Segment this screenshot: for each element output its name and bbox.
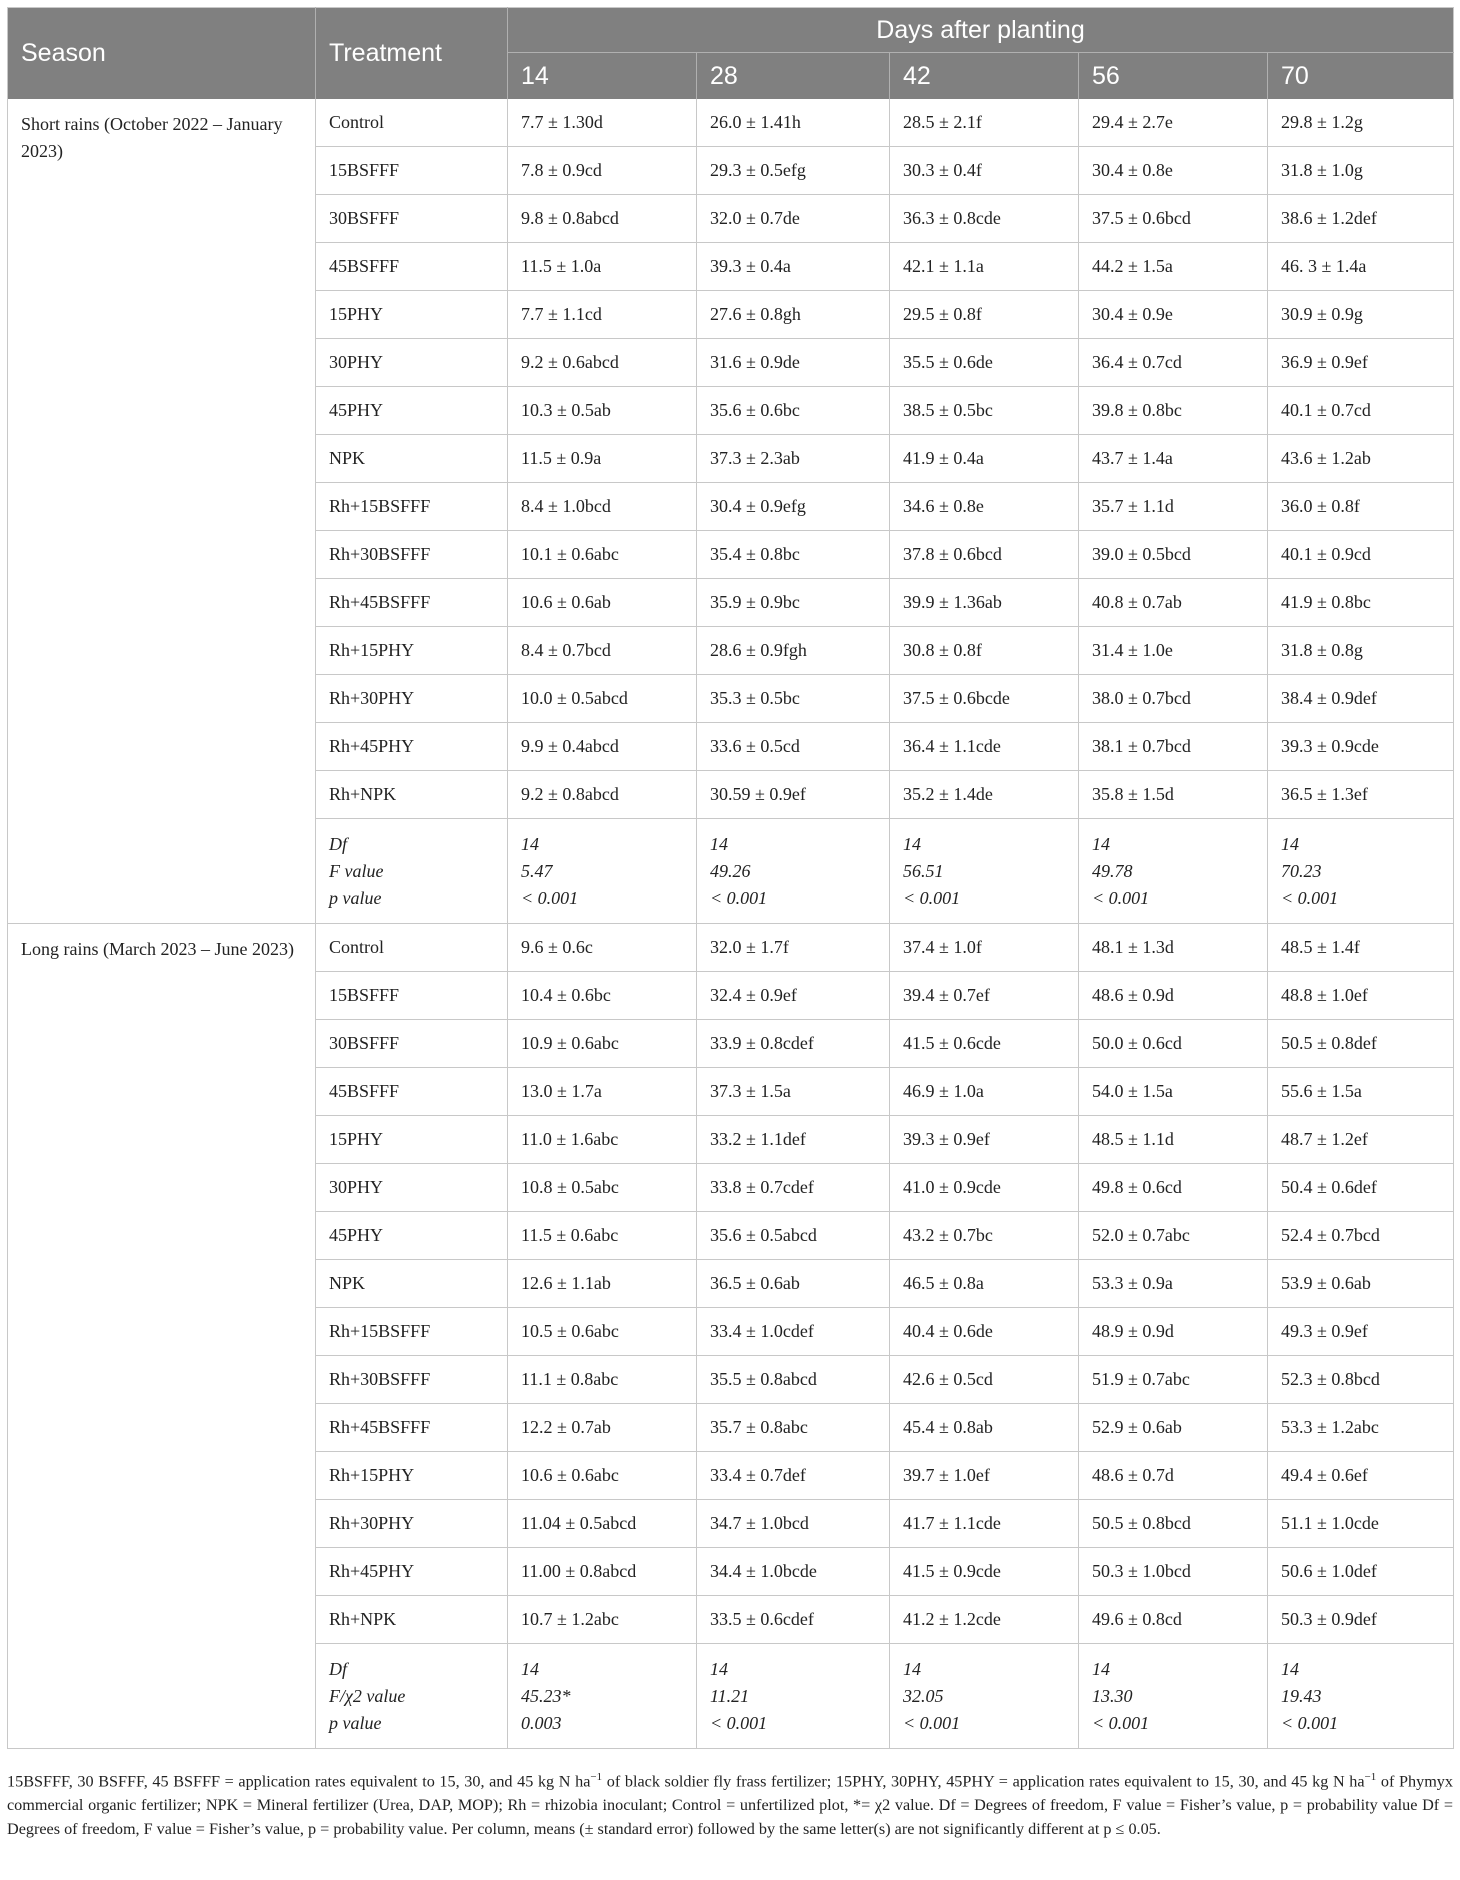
value-cell: 10.6 ± 0.6ab <box>508 579 697 627</box>
statistic-value: 14 <box>521 833 539 854</box>
value-cell: 51.9 ± 0.7abc <box>1079 1356 1268 1404</box>
value-cell: 50.0 ± 0.6cd <box>1079 1020 1268 1068</box>
treatment-cell: 45PHY <box>316 1212 508 1260</box>
value-cell: 10.4 ± 0.6bc <box>508 972 697 1020</box>
footnote-superscript: −1 <box>1364 1771 1377 1783</box>
day-header: 14 <box>508 53 697 100</box>
statistic-value: 14 <box>710 833 728 854</box>
statistic-value: 14 <box>1281 1658 1299 1679</box>
treatment-cell: Rh+45PHY <box>316 1548 508 1596</box>
day-header: 70 <box>1268 53 1454 100</box>
value-cell: 37.3 ± 1.5a <box>697 1068 890 1116</box>
value-cell: 39.0 ± 0.5bcd <box>1079 531 1268 579</box>
treatment-cell: NPK <box>316 1260 508 1308</box>
value-cell: 48.6 ± 0.9d <box>1079 972 1268 1020</box>
treatment-cell: 45PHY <box>316 387 508 435</box>
value-cell: 46.5 ± 0.8a <box>890 1260 1079 1308</box>
statistic-value: < 0.001 <box>521 887 579 908</box>
value-cell: 8.4 ± 1.0bcd <box>508 483 697 531</box>
value-cell: 40.1 ± 0.7cd <box>1268 387 1454 435</box>
footnote-superscript: −1 <box>590 1771 603 1783</box>
statistic-value: < 0.001 <box>903 887 961 908</box>
value-cell: 38.6 ± 1.2def <box>1268 195 1454 243</box>
statistic-value: 11.21 <box>710 1685 750 1706</box>
treatment-cell: NPK <box>316 435 508 483</box>
table-row <box>8 99 1454 147</box>
treatment-cell: Rh+15PHY <box>316 1452 508 1500</box>
value-cell: 35.6 ± 0.5abcd <box>697 1212 890 1260</box>
treatment-cell: 30PHY <box>316 1164 508 1212</box>
footnote-text: of black soldier fly frass fertilizer; 15PHY, 30PHY, 45PHY = application rates equivalent to 15, 30, and 45 kg N ha <box>602 1772 1365 1791</box>
statistic-value: < 0.001 <box>903 1712 961 1733</box>
value-cell: 37.8 ± 0.6bcd <box>890 531 1079 579</box>
value-cell: 52.9 ± 0.6ab <box>1079 1404 1268 1452</box>
value-cell: 37.5 ± 0.6bcd <box>1079 195 1268 243</box>
statistic-value: 13.30 <box>1092 1685 1133 1706</box>
statistic-label: Df <box>329 833 347 854</box>
value-cell: 39.7 ± 1.0ef <box>890 1452 1079 1500</box>
value-cell: 36.4 ± 0.7cd <box>1079 339 1268 387</box>
value-cell: 33.6 ± 0.5cd <box>697 723 890 771</box>
value-cell: 27.6 ± 0.8gh <box>697 291 890 339</box>
treatment-cell: Rh+15PHY <box>316 627 508 675</box>
value-cell: 28.6 ± 0.9fgh <box>697 627 890 675</box>
value-cell: 50.3 ± 0.9def <box>1268 1596 1454 1644</box>
value-cell: 30.4 ± 0.9efg <box>697 483 890 531</box>
statistic-value: 19.43 <box>1281 1685 1322 1706</box>
value-cell: 36.3 ± 0.8cde <box>890 195 1079 243</box>
value-cell: 10.3 ± 0.5ab <box>508 387 697 435</box>
value-cell: 36.0 ± 0.8f <box>1268 483 1454 531</box>
treatment-cell: Rh+30BSFFF <box>316 1356 508 1404</box>
value-cell: 34.4 ± 1.0bcde <box>697 1548 890 1596</box>
value-cell: 48.6 ± 0.7d <box>1079 1452 1268 1500</box>
value-cell: 41.2 ± 1.2cde <box>890 1596 1079 1644</box>
value-cell: 11.5 ± 0.9a <box>508 435 697 483</box>
value-cell: 35.3 ± 0.5bc <box>697 675 890 723</box>
statistic-value: 45.23* <box>521 1685 571 1706</box>
value-cell: 28.5 ± 2.1f <box>890 99 1079 147</box>
value-cell: 36.5 ± 1.3ef <box>1268 771 1454 819</box>
value-cell: 48.7 ± 1.2ef <box>1268 1116 1454 1164</box>
value-cell: 31.8 ± 0.8g <box>1268 627 1454 675</box>
value-cell: 50.5 ± 0.8bcd <box>1079 1500 1268 1548</box>
value-cell: 30.4 ± 0.8e <box>1079 147 1268 195</box>
treatment-cell: 15BSFFF <box>316 147 508 195</box>
statistics-values <box>890 819 1079 924</box>
value-cell: 35.7 ± 0.8abc <box>697 1404 890 1452</box>
value-cell: 10.0 ± 0.5abcd <box>508 675 697 723</box>
value-cell: 41.7 ± 1.1cde <box>890 1500 1079 1548</box>
treatment-cell: 30BSFFF <box>316 1020 508 1068</box>
value-cell: 37.4 ± 1.0f <box>890 924 1079 972</box>
value-cell: 39.8 ± 0.8bc <box>1079 387 1268 435</box>
treatment-cell: Rh+45PHY <box>316 723 508 771</box>
value-cell: 39.3 ± 0.9cde <box>1268 723 1454 771</box>
value-cell: 33.9 ± 0.8cdef <box>697 1020 890 1068</box>
statistics-values <box>508 819 697 924</box>
value-cell: 11.5 ± 1.0a <box>508 243 697 291</box>
value-cell: 36.9 ± 0.9ef <box>1268 339 1454 387</box>
day-header: 28 <box>697 53 890 100</box>
value-cell: 34.7 ± 1.0bcd <box>697 1500 890 1548</box>
statistics-values <box>697 819 890 924</box>
statistic-label: Df <box>329 1658 347 1679</box>
value-cell: 30.3 ± 0.4f <box>890 147 1079 195</box>
statistics-values <box>508 1644 697 1749</box>
value-cell: 38.5 ± 0.5bc <box>890 387 1079 435</box>
value-cell: 12.2 ± 0.7ab <box>508 1404 697 1452</box>
statistic-value: 14 <box>1281 833 1299 854</box>
statistics-labels <box>316 819 508 924</box>
value-cell: 29.3 ± 0.5efg <box>697 147 890 195</box>
value-cell: 41.5 ± 0.9cde <box>890 1548 1079 1596</box>
value-cell: 45.4 ± 0.8ab <box>890 1404 1079 1452</box>
treatment-cell: 30PHY <box>316 339 508 387</box>
value-cell: 33.4 ± 1.0cdef <box>697 1308 890 1356</box>
statistic-value: 56.51 <box>903 860 944 881</box>
value-cell: 42.1 ± 1.1a <box>890 243 1079 291</box>
value-cell: 30.8 ± 0.8f <box>890 627 1079 675</box>
treatment-cell: 30BSFFF <box>316 195 508 243</box>
days-after-planting-header: Days after planting <box>508 8 1454 53</box>
treatment-cell: Rh+15BSFFF <box>316 1308 508 1356</box>
value-cell: 41.5 ± 0.6cde <box>890 1020 1079 1068</box>
value-cell: 48.5 ± 1.1d <box>1079 1116 1268 1164</box>
value-cell: 40.8 ± 0.7ab <box>1079 579 1268 627</box>
statistic-value: < 0.001 <box>1092 887 1150 908</box>
footnote-text: 15BSFFF, 30 BSFFF, 45 BSFFF = application rates equivalent to 15, 30, and 45 kg N ha <box>7 1772 591 1791</box>
value-cell: 40.4 ± 0.6de <box>890 1308 1079 1356</box>
statistic-value: 14 <box>521 1658 539 1679</box>
statistic-value: 49.26 <box>710 860 751 881</box>
value-cell: 40.1 ± 0.9cd <box>1268 531 1454 579</box>
treatment-cell: Rh+30PHY <box>316 1500 508 1548</box>
season-label: Long rains (March 2023 – June 2023) <box>8 924 316 1749</box>
value-cell: 36.5 ± 0.6ab <box>697 1260 890 1308</box>
value-cell: 33.5 ± 0.6cdef <box>697 1596 890 1644</box>
value-cell: 33.2 ± 1.1def <box>697 1116 890 1164</box>
statistic-label: p value <box>329 887 382 908</box>
statistic-value: 14 <box>710 1658 728 1679</box>
statistics-values <box>1268 819 1454 924</box>
treatment-cell: 15BSFFF <box>316 972 508 1020</box>
value-cell: 35.2 ± 1.4de <box>890 771 1079 819</box>
statistic-value: 0.003 <box>521 1712 562 1733</box>
value-cell: 32.0 ± 1.7f <box>697 924 890 972</box>
value-cell: 35.7 ± 1.1d <box>1079 483 1268 531</box>
value-cell: 10.7 ± 1.2abc <box>508 1596 697 1644</box>
value-cell: 41.0 ± 0.9cde <box>890 1164 1079 1212</box>
value-cell: 52.3 ± 0.8bcd <box>1268 1356 1454 1404</box>
value-cell: 50.6 ± 1.0def <box>1268 1548 1454 1596</box>
value-cell: 43.6 ± 1.2ab <box>1268 435 1454 483</box>
value-cell: 38.0 ± 0.7bcd <box>1079 675 1268 723</box>
value-cell: 7.7 ± 1.30d <box>508 99 697 147</box>
statistics-values <box>1079 1644 1268 1749</box>
table-footnote <box>7 1765 1453 1841</box>
value-cell: 9.6 ± 0.6c <box>508 924 697 972</box>
value-cell: 39.4 ± 0.7ef <box>890 972 1079 1020</box>
statistic-value: 49.78 <box>1092 860 1133 881</box>
treatment-cell: 45BSFFF <box>316 243 508 291</box>
statistic-value: 14 <box>903 833 921 854</box>
value-cell: 35.8 ± 1.5d <box>1079 771 1268 819</box>
value-cell: 37.3 ± 2.3ab <box>697 435 890 483</box>
statistics-values <box>1268 1644 1454 1749</box>
statistic-value: < 0.001 <box>1092 1712 1150 1733</box>
value-cell: 8.4 ± 0.7bcd <box>508 627 697 675</box>
value-cell: 9.2 ± 0.6abcd <box>508 339 697 387</box>
value-cell: 42.6 ± 0.5cd <box>890 1356 1079 1404</box>
value-cell: 43.7 ± 1.4a <box>1079 435 1268 483</box>
value-cell: 48.5 ± 1.4f <box>1268 924 1454 972</box>
value-cell: 48.1 ± 1.3d <box>1079 924 1268 972</box>
value-cell: 26.0 ± 1.41h <box>697 99 890 147</box>
statistic-value: 5.47 <box>521 860 553 881</box>
value-cell: 30.4 ± 0.9e <box>1079 291 1268 339</box>
treatment-cell: Rh+30PHY <box>316 675 508 723</box>
value-cell: 37.5 ± 0.6bcde <box>890 675 1079 723</box>
value-cell: 53.3 ± 1.2abc <box>1268 1404 1454 1452</box>
value-cell: 29.5 ± 0.8f <box>890 291 1079 339</box>
treatment-cell: Rh+45BSFFF <box>316 579 508 627</box>
value-cell: 10.6 ± 0.6abc <box>508 1452 697 1500</box>
value-cell: 35.4 ± 0.8bc <box>697 531 890 579</box>
statistic-value: 14 <box>903 1658 921 1679</box>
value-cell: 52.4 ± 0.7bcd <box>1268 1212 1454 1260</box>
day-header: 42 <box>890 53 1079 100</box>
statistic-label: F/χ2 value <box>329 1685 406 1706</box>
statistics-values <box>1079 819 1268 924</box>
value-cell: 49.3 ± 0.9ef <box>1268 1308 1454 1356</box>
statistic-value: 14 <box>1092 1658 1110 1679</box>
statistic-value: < 0.001 <box>1281 887 1339 908</box>
treatment-cell: Control <box>316 924 508 972</box>
value-cell: 38.1 ± 0.7bcd <box>1079 723 1268 771</box>
value-cell: 48.9 ± 0.9d <box>1079 1308 1268 1356</box>
value-cell: 11.00 ± 0.8abcd <box>508 1548 697 1596</box>
value-cell: 11.04 ± 0.5abcd <box>508 1500 697 1548</box>
value-cell: 13.0 ± 1.7a <box>508 1068 697 1116</box>
value-cell: 35.9 ± 0.9bc <box>697 579 890 627</box>
value-cell: 7.8 ± 0.9cd <box>508 147 697 195</box>
statistics-values <box>890 1644 1079 1749</box>
value-cell: 41.9 ± 0.8bc <box>1268 579 1454 627</box>
treatment-cell: Rh+NPK <box>316 1596 508 1644</box>
table-row <box>8 924 1454 972</box>
value-cell: 48.8 ± 1.0ef <box>1268 972 1454 1020</box>
value-cell: 32.4 ± 0.9ef <box>697 972 890 1020</box>
value-cell: 39.9 ± 1.36ab <box>890 579 1079 627</box>
table-body <box>8 99 1454 1749</box>
value-cell: 10.9 ± 0.6abc <box>508 1020 697 1068</box>
treatment-cell: Rh+NPK <box>316 771 508 819</box>
value-cell: 30.59 ± 0.9ef <box>697 771 890 819</box>
value-cell: 49.8 ± 0.6cd <box>1079 1164 1268 1212</box>
value-cell: 29.8 ± 1.2g <box>1268 99 1454 147</box>
value-cell: 35.5 ± 0.8abcd <box>697 1356 890 1404</box>
value-cell: 38.4 ± 0.9def <box>1268 675 1454 723</box>
value-cell: 35.5 ± 0.6de <box>890 339 1079 387</box>
value-cell: 53.9 ± 0.6ab <box>1268 1260 1454 1308</box>
day-header: 56 <box>1079 53 1268 100</box>
value-cell: 11.1 ± 0.8abc <box>508 1356 697 1404</box>
value-cell: 35.6 ± 0.6bc <box>697 387 890 435</box>
statistic-value: < 0.001 <box>710 887 768 908</box>
value-cell: 10.5 ± 0.6abc <box>508 1308 697 1356</box>
statistic-label: p value <box>329 1712 382 1733</box>
value-cell: 50.4 ± 0.6def <box>1268 1164 1454 1212</box>
value-cell: 52.0 ± 0.7abc <box>1079 1212 1268 1260</box>
treatment-cell: 15PHY <box>316 291 508 339</box>
statistic-value: 70.23 <box>1281 860 1322 881</box>
value-cell: 10.8 ± 0.5abc <box>508 1164 697 1212</box>
value-cell: 12.6 ± 1.1ab <box>508 1260 697 1308</box>
treatment-cell: 15PHY <box>316 1116 508 1164</box>
value-cell: 33.4 ± 0.7def <box>697 1452 890 1500</box>
results-table <box>7 7 1454 1749</box>
value-cell: 36.4 ± 1.1cde <box>890 723 1079 771</box>
value-cell: 46. 3 ± 1.4a <box>1268 243 1454 291</box>
value-cell: 50.3 ± 1.0bcd <box>1079 1548 1268 1596</box>
value-cell: 33.8 ± 0.7cdef <box>697 1164 890 1212</box>
value-cell: 31.6 ± 0.9de <box>697 339 890 387</box>
value-cell: 41.9 ± 0.4a <box>890 435 1079 483</box>
data-table-container <box>7 7 1453 1749</box>
value-cell: 31.4 ± 1.0e <box>1079 627 1268 675</box>
treatment-cell: Rh+15BSFFF <box>316 483 508 531</box>
statistic-value: 32.05 <box>903 1685 944 1706</box>
treatment-header: Treatment <box>316 8 508 100</box>
value-cell: 46.9 ± 1.0a <box>890 1068 1079 1116</box>
value-cell: 50.5 ± 0.8def <box>1268 1020 1454 1068</box>
value-cell: 54.0 ± 1.5a <box>1079 1068 1268 1116</box>
season-header: Season <box>8 8 316 100</box>
value-cell: 34.6 ± 0.8e <box>890 483 1079 531</box>
season-label: Short rains (October 2022 – January 2023) <box>8 99 316 924</box>
value-cell: 31.8 ± 1.0g <box>1268 147 1454 195</box>
treatment-cell: Control <box>316 99 508 147</box>
value-cell: 30.9 ± 0.9g <box>1268 291 1454 339</box>
statistic-value: 14 <box>1092 833 1110 854</box>
footnote-text: of Phymyx commercial organic fertilizer; NPK = Mineral fertilizer (Urea, DAP, MOP); Rh = rhizobia inoculant; Control = unfertilized plot, *= χ2 value. Df = Degrees of freedom, F value = Fisher’s value, p = probability value Df = Degrees of freedom, F value = Fisher’s value, p = probability value. Per column, means (± standard error) followed by the same letter(s) are not significantly different at p ≤ 0.05. <box>7 1772 1453 1839</box>
value-cell: 11.5 ± 0.6abc <box>508 1212 697 1260</box>
value-cell: 43.2 ± 0.7bc <box>890 1212 1079 1260</box>
statistic-value: < 0.001 <box>710 1712 768 1733</box>
value-cell: 29.4 ± 2.7e <box>1079 99 1268 147</box>
value-cell: 11.0 ± 1.6abc <box>508 1116 697 1164</box>
statistics-labels <box>316 1644 508 1749</box>
statistic-label: F value <box>329 860 384 881</box>
treatment-cell: Rh+45BSFFF <box>316 1404 508 1452</box>
statistic-value: < 0.001 <box>1281 1712 1339 1733</box>
value-cell: 39.3 ± 0.4a <box>697 243 890 291</box>
value-cell: 49.4 ± 0.6ef <box>1268 1452 1454 1500</box>
value-cell: 32.0 ± 0.7de <box>697 195 890 243</box>
treatment-cell: 45BSFFF <box>316 1068 508 1116</box>
value-cell: 7.7 ± 1.1cd <box>508 291 697 339</box>
value-cell: 53.3 ± 0.9a <box>1079 1260 1268 1308</box>
value-cell: 9.9 ± 0.4abcd <box>508 723 697 771</box>
value-cell: 51.1 ± 1.0cde <box>1268 1500 1454 1548</box>
value-cell: 55.6 ± 1.5a <box>1268 1068 1454 1116</box>
value-cell: 44.2 ± 1.5a <box>1079 243 1268 291</box>
table-header <box>8 8 1454 100</box>
value-cell: 9.8 ± 0.8abcd <box>508 195 697 243</box>
value-cell: 10.1 ± 0.6abc <box>508 531 697 579</box>
value-cell: 9.2 ± 0.8abcd <box>508 771 697 819</box>
treatment-cell: Rh+30BSFFF <box>316 531 508 579</box>
statistics-values <box>697 1644 890 1749</box>
value-cell: 49.6 ± 0.8cd <box>1079 1596 1268 1644</box>
value-cell: 39.3 ± 0.9ef <box>890 1116 1079 1164</box>
